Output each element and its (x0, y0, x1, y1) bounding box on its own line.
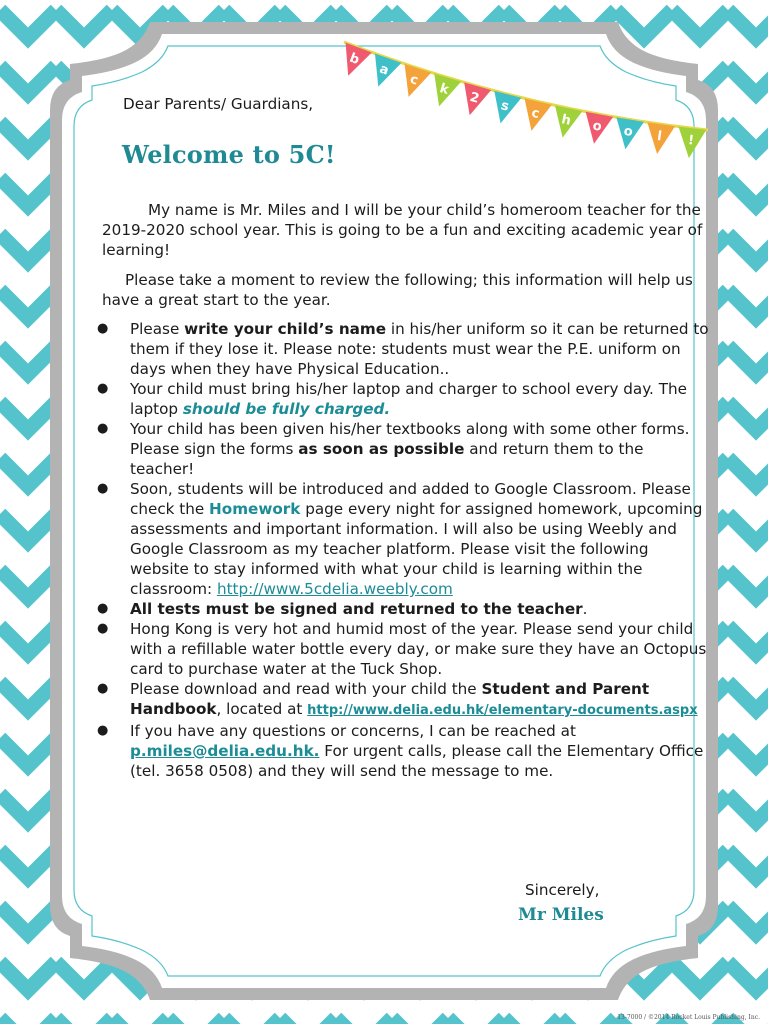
copyright-text: 13-7000 / ©2014 Rocket Louis Publishing, Inc. (617, 1014, 760, 1021)
email-link[interactable]: p.miles@delia.edu.hk. (130, 742, 320, 760)
list-item: ● Please download and read with your child the Student and Parent Handbook, located at http://www.delia.edu.hk/elementary-documents.aspx (97, 680, 698, 718)
greeting: Dear Parents/ Guardians, (123, 95, 314, 113)
weebly-link[interactable]: http://www.5cdelia.weebly.com (216, 580, 453, 598)
flag-letter: s (499, 98, 511, 115)
flag-letter: o (622, 123, 634, 141)
bullet-icon: ● (97, 601, 109, 616)
instructions-text: Please take a moment to review the following; this information will help us have a great start to the year. (102, 271, 693, 309)
bullet-icon: ● (97, 723, 109, 738)
flag-letter: b (347, 50, 362, 68)
bullet-icon: ● (97, 381, 109, 396)
flag-letter: c (529, 105, 541, 122)
instructions-paragraph (102, 270, 704, 310)
notice-list (97, 319, 712, 781)
list-item: ● All tests must be signed and returned to the teacher. (97, 600, 588, 618)
bullet-icon: ● (97, 481, 109, 496)
list-item: ● If you have any questions or concerns, I can be reached at p.miles@delia.edu.hk. For urgent calls, please call the Elementary Office (tel. 3658 0508) and they will send the message to me. (97, 722, 704, 780)
bullet-icon: ● (97, 321, 109, 336)
bullet-icon: ● (97, 421, 109, 436)
bullet-icon: ● (97, 681, 109, 696)
flag-letter: a (377, 61, 391, 79)
flag-letter: k (437, 81, 451, 99)
flag-letter: o (591, 118, 603, 135)
handbook-link[interactable]: http://www.delia.edu.hk/elementary-documents.aspx (307, 703, 698, 718)
flag-letter: h (560, 112, 573, 129)
homework-highlight: Homework (209, 500, 301, 518)
signature: Mr Miles (518, 905, 604, 925)
flag-letter: ! (687, 132, 695, 149)
intro-text: My name is Mr. Miles and I will be your child’s homeroom teacher for the 2019-2020 school year. This is going to be a fun and exciting academic year of learning! (102, 201, 703, 259)
list-item: ● Soon, students will be introduced and added to Google Classroom. Please check the Homework page every night for assigned homework, upcoming assessments and important information. I will also be using Weebly and Google Classroom as my teacher platform. Please visit the following website to stay informed with what your child is learning within the classroom: http://www.5cdelia.weebly.com (97, 480, 703, 598)
flag-letter: c (408, 71, 421, 89)
intro-paragraph (102, 200, 704, 260)
flag-letter: l (656, 128, 663, 145)
list-item: ● Please write your child’s name in his/her uniform so it can be returned to them if they lose it. Please note: students must wear the P.E. uniform on days when they have Physical Education.. (97, 320, 709, 378)
list-item: ● Your child has been given his/her textbooks along with some other forms. Please sign the forms as soon as possible and return them to the teacher! (97, 420, 690, 478)
bullet-icon: ● (97, 621, 109, 636)
list-item: ● Your child must bring his/her laptop and charger to school every day. The laptop should be fully charged. (97, 380, 687, 418)
page-title: Welcome to 5C! (122, 140, 336, 169)
list-item: ● Hong Kong is very hot and humid most of the year. Please send your child with a refillable water bottle every day, or make sure they have an Octopus card to purchase water at the Tuck Shop. (97, 620, 707, 678)
closing: Sincerely, (525, 881, 600, 899)
flag-letter: 2 (467, 89, 481, 107)
